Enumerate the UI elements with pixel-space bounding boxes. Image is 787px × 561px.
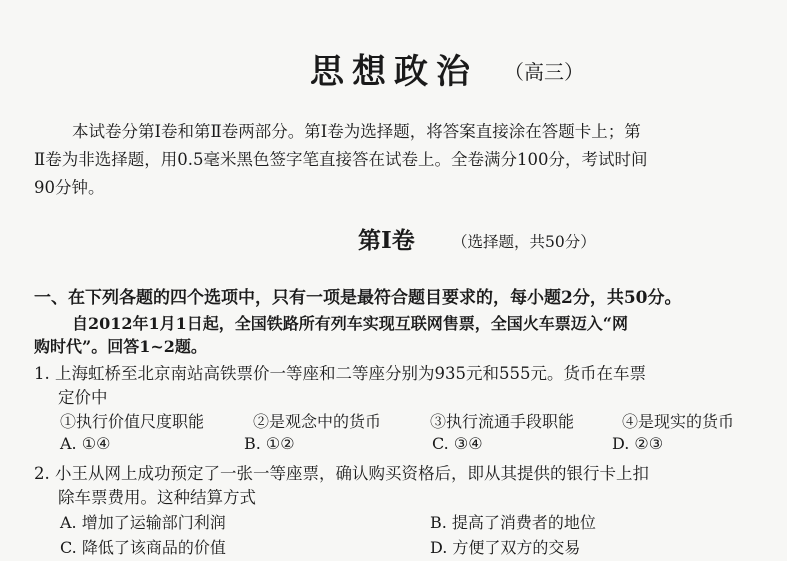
intro-line-2: Ⅱ卷为非选择题，用0.5毫米黑色签字笔直接答在试卷上。全卷满分100分，考试时间 [34,150,648,169]
exam-title: 思想政治 [310,52,478,92]
material-line-1: 自2012年1月1日起，全国铁路所有列车实现互联网售票，全国火车票迈入“网 [72,314,629,333]
q1-stem-line-1: 1. 上海虹桥至北京南站高铁票价一等座和二等座分别为935元和555元。货币在车票 [34,364,646,383]
q2-option-d[interactable]: D. 方便了双方的交易 [430,538,581,557]
q1-option-b[interactable]: B. ①② [244,434,295,453]
part-instruction: 一、在下列各题的四个选项中，只有一项是最符合题目要求的，每小题2分，共50分。 [34,288,682,308]
q2-stem-line-2: 除车票费用。这种结算方式 [58,488,256,507]
q1-option-a[interactable]: A. ①④ [60,434,111,453]
q1-statement-4: ④是现实的货币 [622,412,735,431]
q1-option-c[interactable]: C. ③④ [432,434,483,453]
q1-option-d[interactable]: D. ②③ [612,434,664,453]
q1-stem-line-2: 定价中 [58,388,108,407]
intro-line-3: 90分钟。 [34,178,105,197]
q1-statement-3: ③执行流通手段职能 [430,412,575,431]
material-line-2: 购时代”。回答1~2题。 [34,337,207,356]
section-title: 第Ⅰ卷 [358,227,415,254]
q2-option-a[interactable]: A. 增加了运输部门利润 [60,513,226,532]
intro-line-1: 本试卷分第Ⅰ卷和第Ⅱ卷两部分。第Ⅰ卷为选择题，将答案直接涂在答题卡上；第 [72,122,641,141]
q1-statement-2: ②是观念中的货币 [253,412,382,431]
q1-statement-1: ①执行价值尺度职能 [60,412,205,431]
exam-grade: （高三） [504,60,584,84]
q2-option-c[interactable]: C. 降低了该商品的价值 [60,538,226,557]
section-subtitle: （选择题，共50分） [452,233,596,251]
q2-stem-line-1: 2. 小王从网上成功预定了一张一等座票，确认购买资格后，即从其提供的银行卡上扣 [34,464,649,483]
q2-option-b[interactable]: B. 提高了消费者的地位 [430,513,596,532]
